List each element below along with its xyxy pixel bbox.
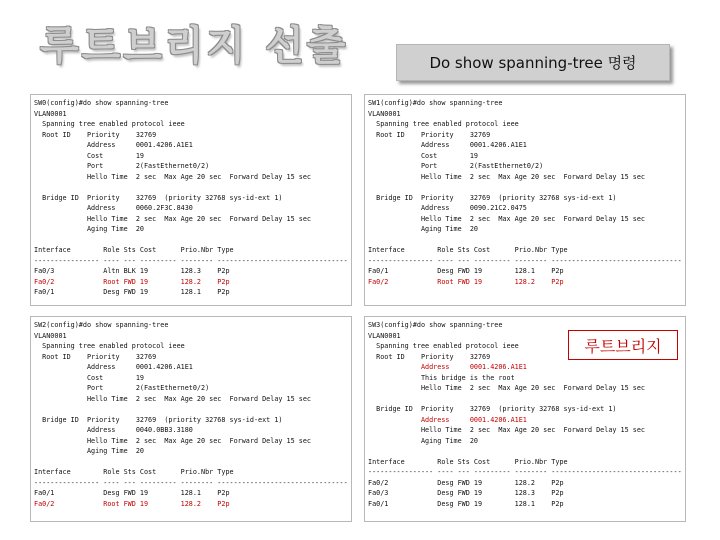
sw1-output-line: Root ID Priority 32769 <box>368 130 491 139</box>
root-bridge-badge <box>568 330 678 360</box>
slide-title: 루트브리지 선출 <box>40 23 349 69</box>
sw0-output-line: Port 2(FastEthernet0/2) <box>34 162 210 170</box>
sw1-output-line: Aging Time 20 <box>368 225 478 233</box>
sw1-output-line: Bridge ID Priority 32769 (priority 32768 sys-id-ext 1) <box>368 193 617 202</box>
sw3-output-line: Address 0001.4206.A1E1 <box>368 415 527 424</box>
sw0-output-line: ---------------- ---- --- --------- -------- -------------------------------- <box>34 256 348 265</box>
sw3-output-line: Root ID Priority 32769 <box>368 352 491 361</box>
sw0-output-panel <box>30 94 352 306</box>
sw0-output-line: SW0(config)#do show spanning-tree <box>34 99 169 107</box>
sw0-output-line: Hello Time 2 sec Max Age 20 sec Forward Delay 15 sec <box>34 214 311 223</box>
sw3-output-line: SW3(config)#do show spanning-tree <box>368 321 503 329</box>
sw3-output-line <box>368 446 685 457</box>
sw0-output-line: Address 0060.2F3C.8430 <box>34 204 193 212</box>
command-label: Do show spanning-tree 명령 <box>429 54 637 72</box>
sw3-output-line: Hello Time 2 sec Max Age 20 sec Forward Delay 15 sec <box>368 384 645 392</box>
sw1-output-line: Port 2(FastEthernet0/2) <box>368 162 544 170</box>
sw2-output-line: Fa0/1 Desg FWD 19 128.1 P2p <box>34 489 230 497</box>
sw0-output-line: Fa0/3 Altn BLK 19 128.3 P2p <box>34 267 230 275</box>
sw2-output-line: Spanning tree enabled protocol ieee <box>34 342 185 350</box>
sw3-output-line: Fa0/1 Desg FWD 19 128.1 P2p <box>368 499 564 508</box>
sw2-output-line: Hello Time 2 sec Max Age 20 sec Forward Delay 15 sec <box>34 394 311 403</box>
sw0-output-line: Cost 19 <box>34 151 144 160</box>
sw0-output-line: Address 0001.4206.A1E1 <box>34 141 193 149</box>
sw3-output-line: Fa0/3 Desg FWD 19 128.3 P2p <box>368 489 564 497</box>
sw2-output-line: SW2(config)#do show spanning-tree <box>34 321 169 329</box>
sw3-output-line: Bridge ID Priority 32769 (priority 32768 sys-id-ext 1) <box>368 405 617 413</box>
sw0-output-line: Aging Time 20 <box>34 225 144 233</box>
sw1-output-line: Address 0001.4206.A1E1 <box>368 141 527 149</box>
sw3-output-line <box>368 394 685 405</box>
sw2-output-line: Address 0040.0BB3.3180 <box>34 426 193 434</box>
sw3-output-line: Hello Time 2 sec Max Age 20 sec Forward Delay 15 sec <box>368 426 645 434</box>
sw2-output-line: Bridge ID Priority 32769 (priority 32768 sys-id-ext 1) <box>34 415 283 424</box>
sw2-output-line: Address 0001.4206.A1E1 <box>34 363 193 371</box>
sw1-output-line <box>368 235 685 246</box>
sw0-output-line <box>34 182 351 193</box>
sw1-output-line: ---------------- ---- --- --------- -------- -------------------------------- <box>368 256 682 265</box>
sw1-output-line: Hello Time 2 sec Max Age 20 sec Forward Delay 15 sec <box>368 214 645 223</box>
sw3-output-line: Fa0/2 Desg FWD 19 128.2 P2p <box>368 478 564 487</box>
sw0-output-line: Bridge ID Priority 32769 (priority 32768 sys-id-ext 1) <box>34 193 283 202</box>
sw1-output-line <box>368 182 685 193</box>
sw1-output-line: Spanning tree enabled protocol ieee <box>368 120 519 128</box>
sw0-output-line: Hello Time 2 sec Max Age 20 sec Forward Delay 15 sec <box>34 172 311 181</box>
sw3-output-line: Interface Role Sts Cost Prio.Nbr Type <box>368 457 568 466</box>
sw2-output-line <box>34 404 351 415</box>
sw2-output-line: Fa0/2 Root FWD 19 128.2 P2p <box>34 499 230 508</box>
sw2-output-line: ---------------- ---- --- --------- -------- -------------------------------- <box>34 478 348 487</box>
sw2-output-line: VLAN0001 <box>34 331 67 340</box>
sw1-output-line: VLAN0001 <box>368 109 401 118</box>
sw1-output-line: Interface Role Sts Cost Prio.Nbr Type <box>368 246 568 254</box>
sw1-output-line: SW1(config)#do show spanning-tree <box>368 99 503 107</box>
sw1-output-line: Hello Time 2 sec Max Age 20 sec Forward Delay 15 sec <box>368 172 645 181</box>
sw1-output-line: Cost 19 <box>368 151 478 160</box>
sw2-output-line: Cost 19 <box>34 373 144 382</box>
sw3-output-line: Aging Time 20 <box>368 436 478 445</box>
sw2-output-line: Root ID Priority 32769 <box>34 352 157 361</box>
sw0-output-line: Interface Role Sts Cost Prio.Nbr Type <box>34 246 234 254</box>
sw2-output-line: Port 2(FastEthernet0/2) <box>34 384 210 392</box>
sw3-output-line: ---------------- ---- --- --------- -------- -------------------------------- <box>368 468 682 476</box>
sw0-output-line: Fa0/2 Root FWD 19 128.2 P2p <box>34 277 230 286</box>
sw0-output-line <box>34 235 351 246</box>
sw1-output-line: Address 0090.21C2.0475 <box>368 204 527 212</box>
sw3-output-line: VLAN0001 <box>368 331 401 340</box>
sw1-output-line: Fa0/1 Desg FWD 19 128.1 P2p <box>368 267 564 275</box>
sw3-output-line: This bridge is the root <box>368 373 515 382</box>
sw0-output-line: Root ID Priority 32769 <box>34 130 157 139</box>
command-label-box <box>396 44 670 81</box>
sw2-output-line: Aging Time 20 <box>34 447 144 455</box>
sw2-output-panel <box>30 316 352 522</box>
sw3-output-line: Spanning tree enabled protocol ieee <box>368 342 519 350</box>
sw2-output-line: Interface Role Sts Cost Prio.Nbr Type <box>34 468 234 476</box>
sw1-output-panel <box>364 94 686 306</box>
sw0-output-line: Fa0/1 Desg FWD 19 128.1 P2p <box>34 288 230 296</box>
sw0-output-line: Spanning tree enabled protocol ieee <box>34 120 185 128</box>
sw1-output-line: Fa0/2 Root FWD 19 128.2 P2p <box>368 277 564 286</box>
sw0-output-line: VLAN0001 <box>34 109 67 118</box>
sw2-output-line <box>34 457 351 468</box>
root-bridge-badge-label: 루트브리지 <box>584 336 662 356</box>
sw2-output-line: Hello Time 2 sec Max Age 20 sec Forward Delay 15 sec <box>34 436 311 445</box>
sw3-output-line: Address 0001.4206.A1E1 <box>368 363 527 371</box>
